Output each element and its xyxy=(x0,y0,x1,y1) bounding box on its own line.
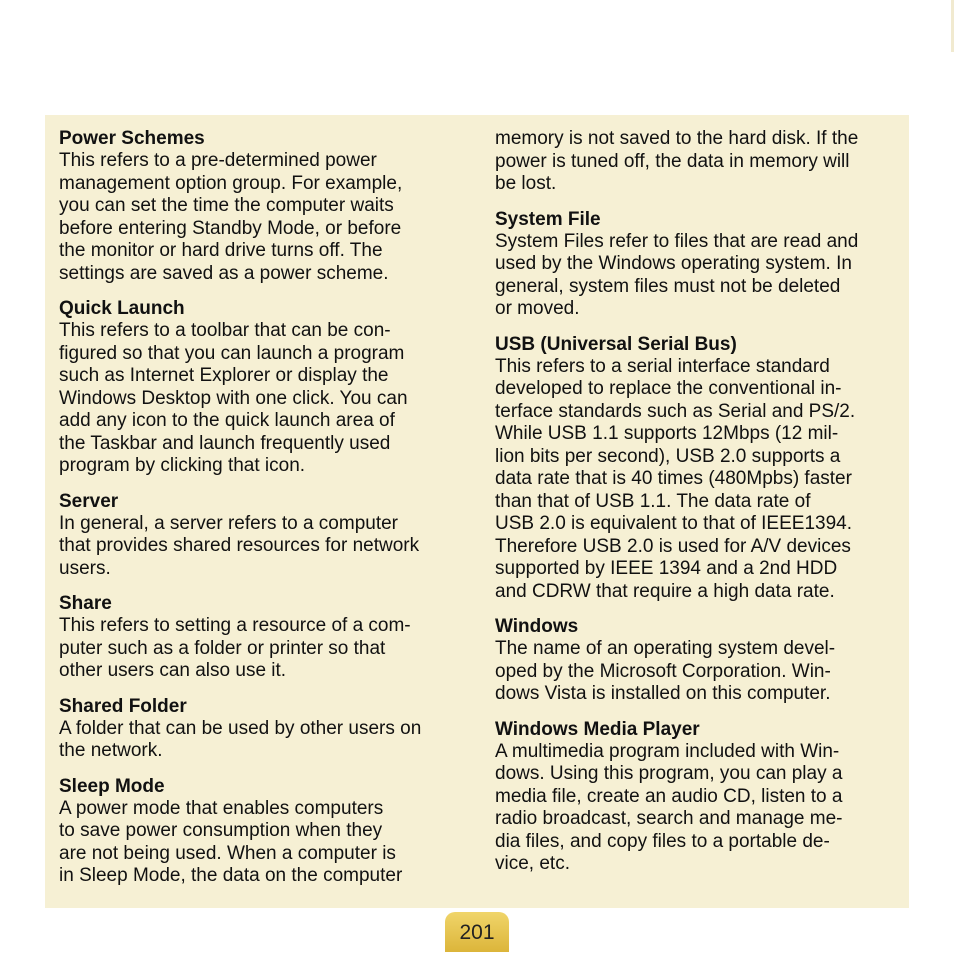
glossary-term: Windows Media Player xyxy=(495,718,700,740)
glossary-term: Windows xyxy=(495,616,579,637)
glossary-definition: A folder that can be used by other users on the network. xyxy=(59,717,422,761)
glossary-definition: memory is not saved to the hard disk. If the power is tuned off, the data in memory will be lost. xyxy=(495,128,859,194)
glossary-definition: This refers to setting a resource of a com- puter such as a folder or printer so that other users can also use it. xyxy=(59,615,411,681)
right-column xyxy=(495,128,900,889)
glossary-entry xyxy=(59,298,459,478)
glossary-entry xyxy=(59,776,459,888)
glossary-entry xyxy=(495,209,900,321)
glossary-entry xyxy=(495,616,900,706)
glossary-term: System File xyxy=(495,208,601,230)
glossary-term: Shared Folder xyxy=(59,695,187,717)
glossary-definition: In general, a server refers to a computer that provides shared resources for network users. xyxy=(59,512,420,579)
glossary-entry xyxy=(59,491,459,581)
glossary-term: Quick Launch xyxy=(59,298,185,319)
glossary-definition: This refers to a toolbar that can be con- figured so that you can launch a program such as Internet Explorer or display the Windows Desktop with one click. You can add any icon to the quick launch area of the Taskbar and launch frequently used program by clicking that icon. xyxy=(59,320,408,476)
glossary-term: Power Schemes xyxy=(59,128,205,149)
glossary-definition: The name of an operating system devel- oped by the Microsoft Corporation. Win- dows Vista is installed on this computer. xyxy=(495,638,836,704)
glossary-term: Server xyxy=(59,490,119,512)
glossary-definition: System Files refer to files that are read and used by the Windows operating system. In general, system files must not be deleted or moved. xyxy=(495,230,859,319)
glossary-panel xyxy=(45,115,909,908)
glossary-term: Share xyxy=(59,593,112,614)
glossary-entry xyxy=(59,593,459,683)
glossary-entry xyxy=(495,719,900,876)
left-column xyxy=(59,128,459,901)
glossary-continuation xyxy=(495,128,900,196)
page-number-tab xyxy=(445,912,509,952)
glossary-entry xyxy=(495,334,900,604)
glossary-definition: This refers to a serial interface standard developed to replace the conventional in- terface standards such as Serial and PS/2. While USB 1.1 supports 12Mbps (12 mil- lion bits per second), USB 2.0 supports a data rate that is 40 times (480Mpbs) faster than that of USB 1.1. The data rate of USB 2.0 is equivalent to that of IEEE1394. Therefore USB 2.0 is used for A/V devices supported by IEEE 1394 and a 2nd HDD and CDRW that require a high data rate. xyxy=(495,355,856,602)
page-number: 201 xyxy=(459,921,495,944)
glossary-definition: This refers to a pre-determined power management option group. For example, you can set the time the computer waits before entering Standby Mode, or before the monitor or hard drive turns off. The settings are saved as a power scheme. xyxy=(59,150,403,284)
glossary-term: Sleep Mode xyxy=(59,775,165,797)
glossary-entry xyxy=(59,128,459,285)
glossary-definition: A power mode that enables computers to save power consumption when they are not being used. When a computer is in Sleep Mode, the data on the computer xyxy=(59,797,403,886)
glossary-entry xyxy=(59,696,459,763)
glossary-term: USB (Universal Serial Bus) xyxy=(495,333,737,355)
glossary-definition: A multimedia program included with Win- dows. Using this program, you can play a media file, create an audio CD, listen to a radio broadcast, search and manage me- dia files, and copy files to a portable de- vice, etc. xyxy=(495,740,843,874)
